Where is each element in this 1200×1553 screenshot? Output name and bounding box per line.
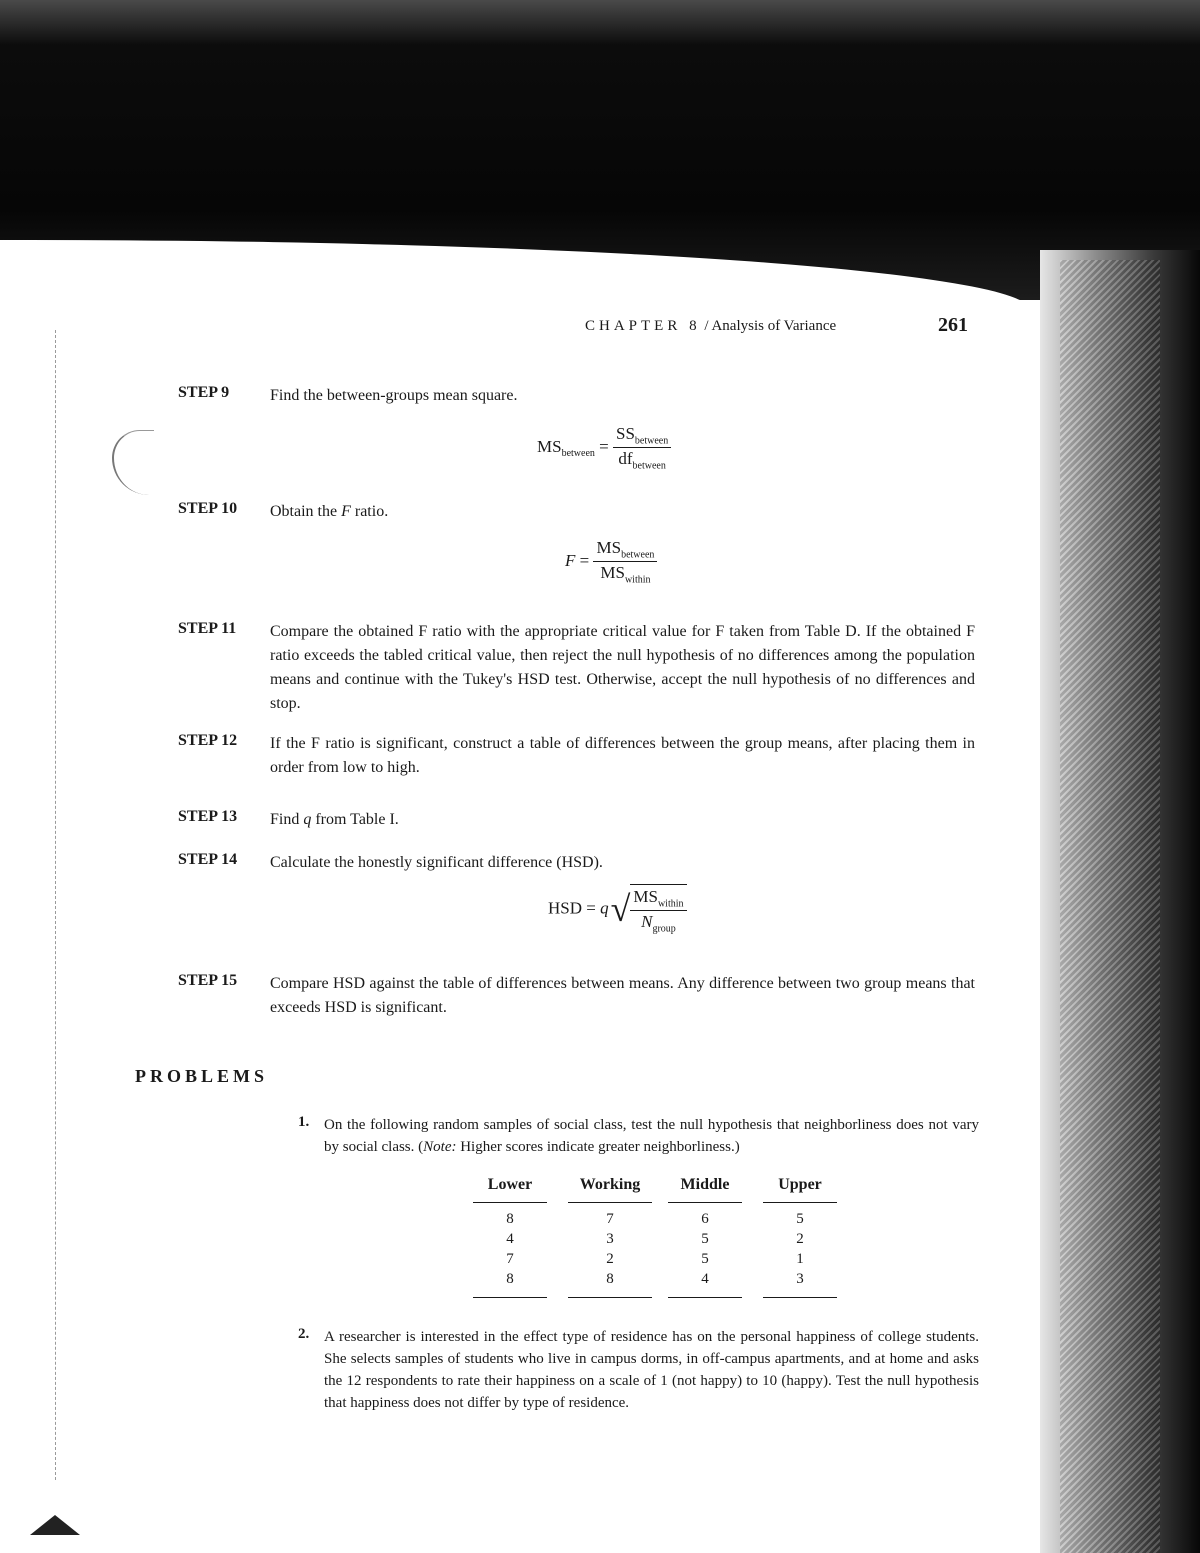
step-label: STEP 12 xyxy=(178,732,238,749)
step-text: Obtain the F ratio. xyxy=(270,503,389,520)
table-column-upper xyxy=(760,1172,840,1298)
table-cell: 5 xyxy=(701,1251,709,1267)
column-header: Lower xyxy=(487,1176,533,1193)
problems-heading: PROBLEMS xyxy=(135,1066,269,1086)
scan-noise-right xyxy=(1060,260,1160,1553)
formula-f-ratio: F = $\frac{MS_{between}}{MS_{within}}$ xyxy=(565,538,657,586)
column-header: Middle xyxy=(680,1176,730,1193)
step-label: STEP 14 xyxy=(178,851,238,868)
step-text: Compare HSD against the table of differences between means. Any difference between two group means that exceeds HSD is significant. xyxy=(270,975,975,1016)
step-label: STEP 11 xyxy=(178,620,237,637)
table-cell: 2 xyxy=(606,1251,614,1267)
table-cell: 3 xyxy=(606,1231,614,1247)
table-cell: 5 xyxy=(701,1231,709,1247)
step-label: STEP 9 xyxy=(178,384,230,401)
fraction: $\frac{MS_{within}}{N_{group}}$ xyxy=(630,887,686,935)
header-separator: / xyxy=(704,318,709,334)
column-header: Upper xyxy=(778,1176,822,1193)
step-text: Find the between-groups mean square. xyxy=(270,387,518,404)
chapter-label: CHAPTER 8 xyxy=(585,318,701,334)
step-text: Compare the obtained F ratio with the appropriate critical value for F taken from Table D. If the obtained F ratio exceeds the tabled critical value, then reject the null hypothesis of no differences among the population means and continue with the Tukey's HSD test. Otherwise, accept the null hypothesis of no differences and stop. xyxy=(270,623,975,712)
step-text: Calculate the honestly significant difference (HSD). xyxy=(270,854,603,871)
step-label: STEP 10 xyxy=(178,500,238,517)
step-label: STEP 15 xyxy=(178,972,238,989)
table-column-middle xyxy=(665,1172,745,1298)
table-cell: 4 xyxy=(701,1271,709,1287)
step-text: If the F ratio is significant, construct a table of differences between the group means, after placing them in order from low to high. xyxy=(270,735,975,776)
step-label: STEP 13 xyxy=(178,808,238,825)
scan-left-page-edge xyxy=(55,330,57,1480)
table-column-lower xyxy=(470,1172,550,1298)
table-cell: 6 xyxy=(701,1211,709,1227)
page-number: 261 xyxy=(938,314,968,336)
table-cell: 8 xyxy=(506,1271,514,1287)
column-header: Working xyxy=(579,1176,641,1193)
problem-text: A researcher is interested in the effect type of residence has on the personal happiness of college students. She selects samples of students who live in campus dorms, in off-campus apartments, and at home and asks the 12 respondents to rate their happiness on a scale of 1 (not happy) to 10 (happy). Test the null hypothesis that happiness does not differ by type of residence. xyxy=(324,1329,979,1411)
table-cell: 8 xyxy=(506,1211,514,1227)
table-column-working xyxy=(565,1172,655,1298)
fraction: $\frac{MS_{between}}{MS_{within}}$ xyxy=(593,538,657,586)
step-text: Find q from Table I. xyxy=(270,811,399,828)
fraction: $\frac{SS_{between}}{df_{between}}$ xyxy=(613,424,671,472)
table-cell: 7 xyxy=(606,1211,614,1227)
table-cell: 2 xyxy=(796,1231,804,1247)
table-cell: 4 xyxy=(506,1231,514,1247)
formula-hsd: HSD = q√ $\frac{MS_{within}}{N_{group}}$ xyxy=(548,884,687,935)
scan-corner-artifact xyxy=(30,1515,80,1535)
section-title: Analysis of Variance xyxy=(711,318,837,334)
running-head xyxy=(585,318,836,335)
formula-ms-between: $MS_{between}$ = $\frac{SS_{between}}{df_{between}}$ xyxy=(537,424,671,472)
table-cell: 7 xyxy=(506,1251,514,1267)
table-cell: 8 xyxy=(606,1271,614,1287)
table-cell: 1 xyxy=(796,1251,804,1267)
square-root-sign: √ xyxy=(610,889,631,930)
margin-pencil-mark xyxy=(112,430,154,495)
problem-text: On the following random samples of social class, test the null hypothesis that neighborliness does not vary by social class. (Note: Higher scores indicate greater neighborliness.) xyxy=(324,1117,979,1155)
problem-number: 1. xyxy=(298,1114,310,1130)
problem-number: 2. xyxy=(298,1326,310,1342)
table-cell: 5 xyxy=(796,1211,804,1227)
table-cell: 3 xyxy=(796,1271,804,1287)
